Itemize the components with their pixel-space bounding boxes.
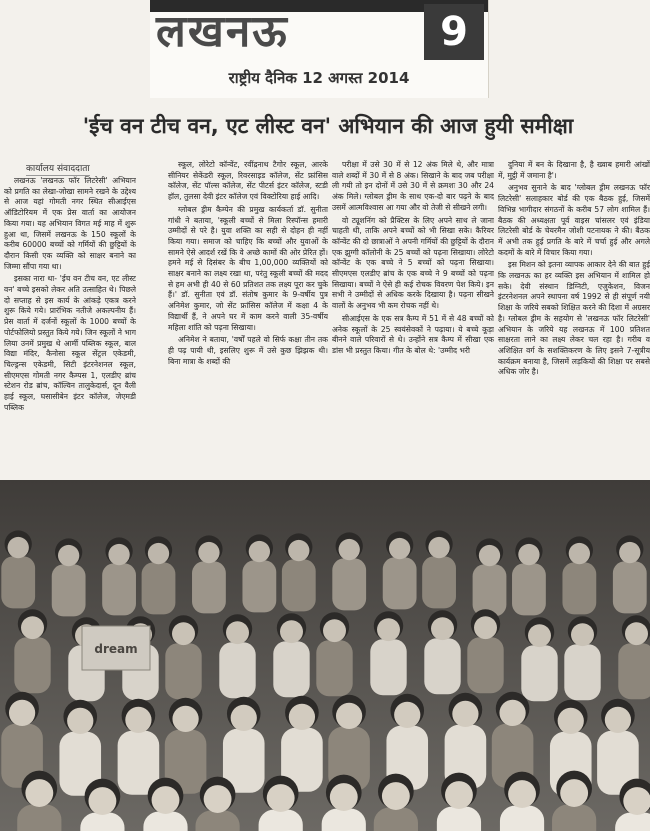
- person-body: [316, 640, 352, 696]
- person-face: [605, 707, 631, 733]
- person-body: [374, 808, 418, 831]
- article-paragraph: इसका नारा था- 'ईच वन टीच वन, एट लीस्ट वन' बच्चे इसको लेकर अति उत्साहित थे। पिछले दो सप्ताह से इस कार्य के आंकड़े एकत्र करने शुरू किये गये। प्रारंभिक नतीजे अकल्पनीय हैं। प्रेस वार्ता में दर्जनों स्कूलों के 1000 बच्चों के पोर्टफोलियो प्रस्तुत किये गये। जिन स्कूलों ने भाग लिया उनमें प्रमुख थे आर्मी पब्लिक स्कूल, बाल विद्या मंदिर, कैनोसा स्कूल सेंट्रल एकेडमी, चिल्ड्रन्स एकेडमी, सिटी इंटरनेशनल स्कूल, सीएमएस गोमती नगर कैम्पस 1, एलडीए ब्रांच स्टेशन रोड ब्रांच, कॉल्विन तालुकेदार्स, दून वैली हाई स्कूल, घसासीबेन इंटर कॉलेज, जेएमडी पब्लिक: [4, 274, 136, 412]
- person-face: [479, 545, 500, 566]
- person-body: [14, 637, 50, 693]
- person-face: [339, 539, 360, 560]
- person-body: [282, 559, 316, 611]
- person-face: [474, 616, 497, 639]
- masthead-date-line: राष्ट्रीय दैनिक 12 अगस्त 2014: [228, 69, 410, 87]
- person-body: [383, 557, 417, 609]
- person-body: [322, 809, 366, 831]
- article-paragraph: अनिमेश ने बताया, 'वर्षों पहले वो सिर्फ कक्षा तीन तक ही पढ़ पायी थी, इसलिए शुरू में उसे कुछ झिझक थी। बिना मात्रा के शब्दों की: [168, 335, 328, 366]
- person-face: [67, 708, 93, 734]
- person-body: [273, 641, 309, 697]
- person-face: [289, 704, 315, 730]
- person-body: [17, 805, 61, 831]
- article-paragraph: इस मिशन को इतना व्यापक आकार देने की बात हुई कि लखनऊ का हर व्यक्ति इस अभियान में शामिल हो सके। देवी संस्थान डिग्निटी, एजुकेशन, विजन इंटरनेशनल अपने स्थापना वर्ष 1992 से ही संपूर्ण नयी शिक्षा के जरिये सबको शिक्षित करने की दिशा में अग्रसर है। ग्लोबल ड्रीम के सहयोग से 'लखनऊ फॉर लिटरेसी' अभियान के जरिये यह लखनऊ में 100 प्रतिशत साक्षरता लाने का लक्ष्य लेकर चल रहा है। गरीब व अशिक्षित वर्ग के सशक्तिकरण के लिए इसने 7-सूत्रीय कार्यक्रम बनाया है, जिसमें लड़कियों की शिक्षा पर सबसे अधिक जोर है।: [498, 260, 650, 377]
- person-face: [21, 616, 44, 639]
- person-face: [204, 785, 232, 813]
- person-face: [323, 619, 346, 642]
- article-column-4: [498, 160, 650, 480]
- group-photo-illustration: [0, 480, 650, 831]
- person-face: [499, 700, 525, 726]
- person-body: [52, 564, 86, 616]
- person-face: [330, 783, 358, 811]
- person-body: [1, 556, 35, 608]
- person-face: [528, 624, 551, 647]
- person-face: [231, 705, 257, 731]
- person-face: [25, 779, 53, 807]
- person-body: [521, 645, 557, 701]
- person-body: [195, 811, 239, 831]
- person-face: [377, 618, 400, 641]
- person-body: [422, 556, 456, 608]
- article-column-3: [332, 160, 494, 480]
- article-paragraph: ग्लोबल ड्रीम कैम्पेन की प्रमुख कार्यकर्ता डॉ. सुनीता गांधी ने बताया, 'स्कूली बच्चों से मिला रिस्पॉन्स हमारी उम्मीदों से परे है। युवा शक्ति का सही से दोहन ही नहीं किया गया। समाज को चाहिए कि बच्चों और युवाओं के सामने ऐसे आदर्श रखें कि वे अच्छे कामों की ओर प्रेरित हों। हमने मई से दिसंबर के बीच 1,00,000 व्यक्तियों को साक्षर बनाने का लक्ष्य रखा था, परंतु स्कूली बच्चों की मदद से हम अभी ही 40 से 60 प्रतिशत तक लक्ष्य पूरा कर चुके हैं।' डॉ. सुनीता एवं डॉ. संतोष कुमार के 9-वर्षीय पुत्र अनिमेश कुमार, जो सेंट फ्रांसिस कॉलेज में कक्षा 4 के विद्यार्थी हैं, ने अपने घर में काम करने वाली 35-वर्षीय महिला शांति को पढ़ना सिखाया।: [168, 204, 328, 332]
- person-body: [552, 805, 596, 831]
- person-body: [618, 643, 650, 699]
- person-face: [88, 787, 116, 815]
- person-face: [288, 540, 309, 561]
- person-body: [562, 562, 596, 614]
- person-body: [80, 813, 124, 831]
- person-body: [142, 562, 176, 614]
- person-body: [219, 642, 255, 698]
- person-body: [370, 639, 406, 695]
- person-face: [389, 538, 410, 559]
- person-face: [8, 537, 29, 558]
- person-face: [148, 543, 169, 564]
- person-face: [9, 700, 35, 726]
- person-face: [249, 541, 270, 562]
- person-face: [382, 782, 410, 810]
- person-body: [564, 644, 600, 700]
- person-body: [102, 563, 136, 615]
- person-face: [619, 542, 640, 563]
- person-face: [280, 620, 303, 643]
- person-body: [143, 812, 187, 831]
- person-body: [467, 637, 503, 693]
- person-face: [198, 542, 219, 563]
- article-paragraph: वो ट्यूशनिंग को प्रैक्टिस के लिए अपने साथ ले जाना चाहती थी, ताकि अपने बच्चों को भी सिखा सके। कैरियर कॉन्वेंट की दो छात्राओं ने अपनी गर्मियों की छुट्टियों के दौरान एक झुग्गी कॉलोनी के 25 बच्चों को पढ़ना सिखाया। लोरेटो कॉन्वेंट के एक बच्चे ने 5 बच्चों को पढ़ना सिखाया। सीएमएस एलडीए ब्रांच के एक बच्चे ने 9 बच्चों को पढ़ना सिखाया। बच्चों ने ऐसे ही कई रोचक विवरण पेश किये। इन सभी ने उम्मीदों से अधिक करके दिखाया है। पढ़ना सीखने वालों के अनुभव भी कम रोचक नहीं थे।: [332, 215, 494, 311]
- person-body: [332, 558, 366, 610]
- person-face: [625, 622, 648, 645]
- article-paragraph: स्कूल, लोरेटो कॉन्वेंट, रवींद्रनाथ टैगोर स्कूल, आरके सीनियर सेकेंडरी स्कूल, रिवरसाइड कॉलेज, सेंट फ्रांसिस कॉलेज, सेंट पॉल्स कॉलेज, सेंट पीटर्स इंटर कॉलेज, स्टडी हॉल, तुलसा देवी इंटर कॉलेज एवं विक्टोरिया हाई आदि।: [168, 160, 328, 202]
- article-column-2: [168, 160, 328, 480]
- person-face: [58, 545, 79, 566]
- person-face: [431, 617, 454, 640]
- person-face: [445, 781, 473, 809]
- banner-text: dream: [94, 642, 138, 656]
- person-face: [172, 622, 195, 645]
- article-paragraph: लखनऊ 'लखनऊ फॉर लिटरेसी' अभियान को प्रगति का लेखा-जोखा सामने रखने के उद्देश्य से आज यहां गोमती नगर स्थित सीआईएस ऑडिटोरियम में एक प्रेस वार्ता का आयोजन किया गया। यह अभियान विगत मई माह में शुरू हुआ था, जिसमें लखनऊ के 150 स्कूलों के करीब 60000 बच्चों को गर्मियों की छुट्टियों के दौरान किसी एक व्यक्ति को साक्षर बनाने का जिम्मा सौंपा गया था।: [4, 176, 136, 271]
- person-body: [192, 561, 226, 613]
- person-face: [558, 708, 584, 734]
- person-face: [267, 784, 295, 812]
- person-body: [424, 638, 460, 694]
- article-paragraph: अनुभव सुनाने के बाद 'ग्लोबल ड्रीम लखनऊ फॉर लिटरेसी' सलाहकार बोर्ड की एक बैठक हुई, जिसमें विभिन्न भागीदार संगठनों के करीब 57 लोग शामिल हैं। बैठक की अध्यक्षता पूर्व वाइस चांसलर एवं इंडिया लिटरेसी बोर्ड के चेयरमैन जोशी पटनायक ने की। बैठक में अभी तक हुई प्रगति के बारे में चर्चा हुई और अगले कदमों के बारे में विचार किया गया।: [498, 183, 650, 257]
- person-face: [623, 787, 650, 815]
- person-body: [437, 807, 481, 831]
- article-paragraph: परीक्षा में उसे 30 में से 12 अंक मिले थे, और मात्रा वाले शब्दों में 30 में से 8 अंक। सिखाने के बाद जब परीक्षा ली गयी तो इन दोनों में उसे 30 में से क्रमशः 30 और 24 अंक मिले। ग्लोबल ड्रीम के साथ एक-दो बार पढ़ने के बाद उसमें आत्मविश्वास आ गया और वो तेजी से सीखने लगी।: [332, 160, 494, 212]
- person-face: [569, 543, 590, 564]
- person-face: [560, 779, 588, 807]
- person-face: [428, 537, 449, 558]
- person-face: [508, 780, 536, 808]
- person-face: [571, 623, 594, 646]
- person-face: [394, 702, 420, 728]
- person-body: [165, 643, 201, 699]
- dream-banner: [82, 626, 150, 670]
- article-column-1: [4, 176, 136, 480]
- person-body: [512, 563, 546, 615]
- person-body: [613, 561, 647, 613]
- person-body: [242, 560, 276, 612]
- group-photo: [0, 480, 650, 831]
- edition-number-badge: 9: [424, 4, 484, 60]
- article-paragraph: दुनिया में बन के दिखाना है, है ख्वाब हमारी आंखों में, मुट्ठी में जमाना है'।: [498, 160, 650, 180]
- person-body: [500, 806, 544, 831]
- person-face: [152, 786, 180, 814]
- person-face: [108, 544, 129, 565]
- person-face: [452, 701, 478, 727]
- article-headline: 'ईच वन टीच वन, एट लीस्ट वन' अभियान की आज हुयी समीक्षा: [82, 114, 574, 138]
- newspaper-masthead: [150, 0, 489, 98]
- person-body: [259, 810, 303, 831]
- person-body: [473, 564, 507, 616]
- person-face: [518, 544, 539, 565]
- person-face: [172, 706, 198, 732]
- person-face: [125, 707, 151, 733]
- article-byline: कार्यालय संवाददाता: [26, 161, 90, 176]
- article-paragraph: सीआईएस के एक सत्र कैम्प में 51 में से 48 बच्चों को अनेक स्कूलों के 25 स्वयंसेवकों ने पढ़ाया। ये बच्चे कूड़ा बीनने वाले परिवारों से थे। उन्होंने सत्र कैम्प में सीखा एक डांस भी प्रस्तुत किया। गीत के बोल थे: 'उम्मीद भरी: [332, 313, 494, 355]
- person-face: [226, 621, 249, 644]
- person-face: [336, 703, 362, 729]
- masthead-city-name: लखनऊ: [156, 6, 289, 57]
